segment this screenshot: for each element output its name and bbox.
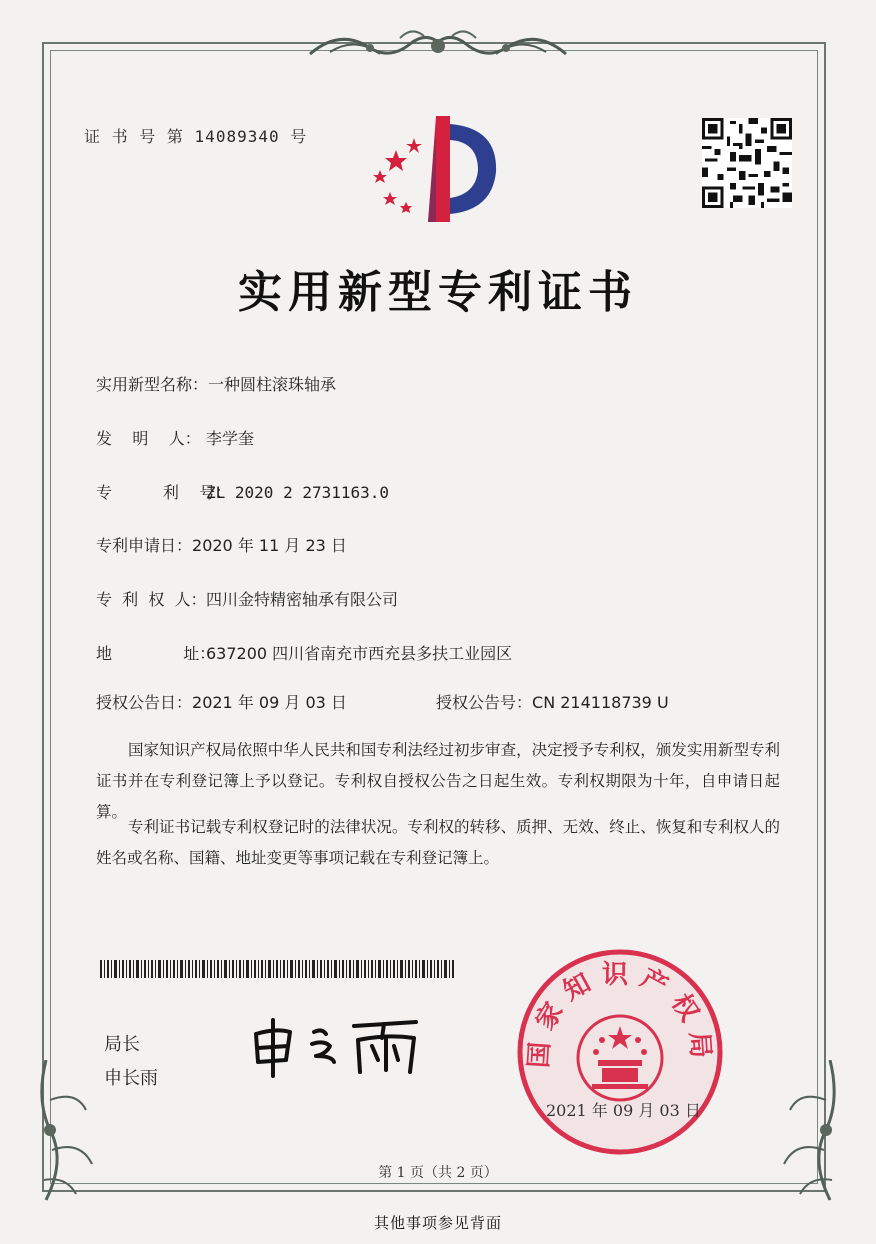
field-label: 授权公告号： [436,693,533,712]
official-seal-icon [512,944,728,1160]
field-utility-model-name [96,372,336,395]
paragraph-grant-statement: 国家知识产权局依照中华人民共和国专利法经过初步审查，决定授予专利权，颁发实用新型专利证书并在专利登记簿上予以登记。专利权自授权公告之日起生效。专利权期限为十年，自申请日起算。 [96,741,780,821]
certificate-number-label: 证 书 号 第 [84,127,184,146]
field-value: 2021 年 09 月 03 日 [192,693,347,712]
handwritten-signature [246,1010,446,1080]
bottom-right-ornament [770,1060,850,1210]
barcode-icon [100,960,456,978]
bottom-left-ornament [26,1060,106,1210]
certificate-number-value: 14089340 [194,127,280,146]
field-value: 李学奎 [206,429,255,448]
signatory-name: 申长雨 [104,1068,158,1089]
field-address [96,641,512,664]
field-label: 实用新型名称： [96,375,209,394]
paragraph-legal-status: 专利证书记载专利权登记时的法律状况。专利权的转移、质押、无效、终止、恢复和专利权人的姓名或名称、国籍、地址变更等事项记载在专利登记簿上。 [96,818,780,867]
field-label: 地 址： [96,644,216,663]
field-value: ZL 2020 2 2731163.0 [206,483,390,502]
field-inventor [96,426,254,449]
field-filing-date [96,533,347,556]
field-label: 专 利 号： [96,483,232,502]
signatory-role: 局长 [104,1034,140,1055]
field-patentee [96,587,398,610]
svg-text:国家知识产权局: 国家知识产权局 [524,960,716,1069]
field-value: 一种圆柱滚珠轴承 [208,375,337,394]
seal-date: 2021 年 09 月 03 日 [546,1101,701,1120]
field-grant-number [436,690,669,713]
field-patent-number [96,480,389,503]
field-label: 专利申请日： [96,536,193,555]
field-value: 637200 四川省南充市西充县多扶工业园区 [206,644,513,663]
field-label: 授权公告日： [96,693,193,712]
certificate-number [84,124,307,147]
top-ornament [300,24,576,68]
field-value: 四川金特精密轴承有限公司 [206,590,399,609]
cnipa-logo-icon [366,110,502,234]
page-number: 第 1 页（共 2 页） [378,1165,498,1181]
field-value: CN 214118739 U [532,693,669,712]
certificate-number-suffix: 号 [290,127,308,146]
certificate-title: 实用新型专利证书 [238,267,638,318]
field-value: 2020 年 11 月 23 日 [192,536,347,555]
field-label: 专 利 权 人： [96,590,207,609]
qr-code-icon [702,118,792,208]
back-note: 其他事项参见背面 [373,1214,502,1232]
field-grant-date [96,690,347,713]
field-label: 发 明 人： [96,429,201,448]
